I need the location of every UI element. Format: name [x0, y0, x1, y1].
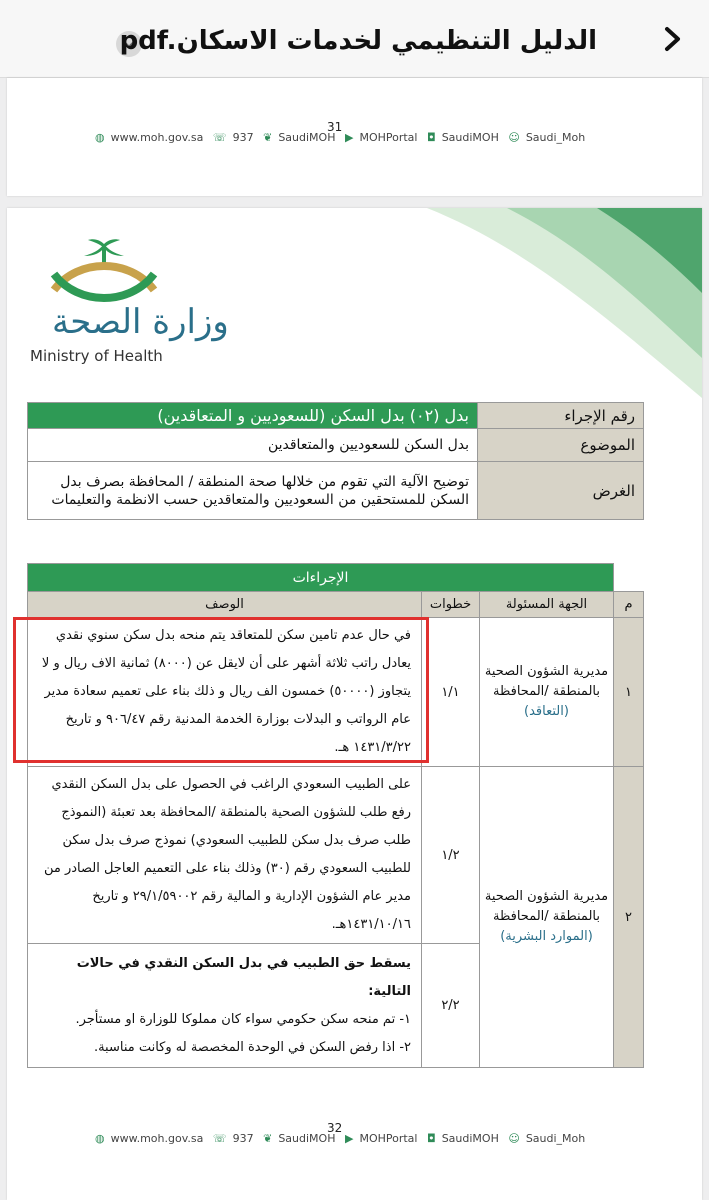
responsible-text: مديرية الشؤون الصحية بالمنطقة /المحافظة	[484, 889, 609, 924]
footer-instagram: SaudiMOH	[441, 1132, 499, 1145]
page-number: 31	[327, 120, 343, 134]
footer-snapchat: Saudi_Moh	[525, 1132, 586, 1145]
footer-portal: MOHPortal	[359, 131, 418, 144]
table-row	[28, 429, 644, 462]
globe-icon: ◍	[95, 1132, 105, 1145]
youtube-icon: ▶	[344, 131, 354, 144]
twitter-icon: ❦	[263, 131, 273, 144]
procedures-header: الإجراءات	[28, 564, 614, 592]
highlight-box	[13, 617, 429, 763]
top-bar	[0, 0, 709, 78]
info-value: توضيح الآلية التي تقوم من خلالها صحة المنطقة / المحافظة بصرف بدل السكن للمستحقين من السعوديين والمتعاقدين حسب الانظمة والتعليمات	[28, 462, 478, 520]
footer-website: www.moh.gov.sa	[110, 131, 204, 144]
column-header: م	[614, 592, 644, 618]
responsible-cell	[480, 767, 614, 1068]
step-cell: ١/١	[422, 618, 480, 767]
page-footer	[95, 131, 615, 151]
twitter-icon: ❦	[263, 1132, 273, 1145]
description-cell	[28, 944, 422, 1068]
row-number: ٢	[614, 767, 644, 1068]
chevron-right-icon	[657, 24, 687, 54]
table-row	[28, 564, 644, 592]
info-value: بدل (٠٢) بدل السكن (للسعوديين و المتعاقدين)	[28, 403, 478, 429]
responsible-text: مديرية الشؤون الصحية بالمنطقة /المحافظة	[484, 664, 609, 699]
description-cell: في حال عدم تامين سكن للمتعاقد يتم منحه بدل سكن سنوي نقدي يعادل راتب ثلاثة أشهر على أن لايقل عن (٨٠٠٠) ثمانية الاف ريال و لا يتجاوز (٥٠٠٠٠) خمسون الف ريال و ذلك بناء على تعميم سعادة مدير عام الرواتب و البدلات بوزارة الخدمة المدنية رقم ٩٠٦/٤٧ و تاريخ ١٤٣١/٣/٢٢ هـ.	[28, 618, 422, 767]
column-header: خطوات	[422, 592, 480, 618]
description-title: يسقط حق الطبيب في بدل السكن النقدي في حالات التالية:	[76, 955, 411, 999]
list-item: ١- تم منحه سكن حكومي سواء كان مملوكا للوزارة او مستأجر.	[75, 1011, 411, 1027]
table-row	[28, 592, 644, 618]
responsible-cell	[480, 618, 614, 767]
document-title: pdf.الدليل التنظيمي لخدمات الاسكان	[119, 26, 597, 56]
back-button[interactable]	[657, 24, 687, 54]
footer-snapchat: Saudi_Moh	[525, 131, 586, 144]
column-header: الوصف	[28, 592, 422, 618]
info-label: رقم الإجراء	[478, 403, 644, 429]
table-row	[28, 462, 644, 520]
info-label: الموضوع	[478, 429, 644, 462]
phone-icon: ☏	[212, 1132, 227, 1145]
info-value: بدل السكن للسعوديين والمتعاقدين	[28, 429, 478, 462]
logo-arabic-text: وزارة الصحة	[52, 302, 229, 342]
table-row	[28, 767, 644, 944]
page-footer	[95, 1132, 615, 1152]
footer-twitter: SaudiMOH	[278, 1132, 336, 1145]
procedure-info-table	[27, 402, 644, 520]
youtube-icon: ▶	[344, 1132, 354, 1145]
info-label: الغرض	[478, 462, 644, 520]
page-number: 32	[327, 1121, 343, 1135]
footer-instagram: SaudiMOH	[441, 131, 499, 144]
instagram-icon: ◘	[426, 1132, 436, 1145]
footer-twitter: SaudiMOH	[278, 131, 336, 144]
phone-icon: ☏	[212, 131, 227, 144]
responsible-subtext: (التعاقد)	[524, 704, 569, 719]
step-cell: ١/٢	[422, 767, 480, 944]
column-header: الجهة المسئولة	[480, 592, 614, 618]
description-cell: على الطبيب السعودي الراغب في الحصول على بدل السكن النقدي رفع طلب للشؤون الصحية بالمنطقة /المحافظة بعد تعبئة (النموذج طلب صرف بدل سكن للطبيب السعودي) نموذج صرف بدل سكن للطبيب السعودي رقم (٣٠) وذلك بناء على التعميم العاجل الصادر من مدير عام الشؤون الإدارية و المالية رقم ٢٩/١/٥٩٠٠٢ و تاريخ ١٤٣١/١٠/١٦هـ.	[28, 767, 422, 944]
instagram-icon: ◘	[426, 131, 436, 144]
footer-website: www.moh.gov.sa	[110, 1132, 204, 1145]
globe-icon: ◍	[95, 131, 105, 144]
moh-logo-icon	[48, 238, 160, 310]
step-cell: ٢/٢	[422, 944, 480, 1068]
table-row	[28, 403, 644, 429]
footer-phone: 937	[232, 1132, 254, 1145]
snapchat-icon: ☺	[508, 131, 520, 144]
footer-phone: 937	[232, 131, 254, 144]
footer-portal: MOHPortal	[359, 1132, 418, 1145]
list-item: ٢- اذا رفض السكن في الوحدة المخصصة له وكانت مناسبة.	[93, 1039, 411, 1055]
logo-english-text: Ministry of Health	[30, 347, 163, 365]
responsible-subtext: (الموارد البشرية)	[500, 929, 593, 944]
row-number: ١	[614, 618, 644, 767]
snapchat-icon: ☺	[508, 1132, 520, 1145]
